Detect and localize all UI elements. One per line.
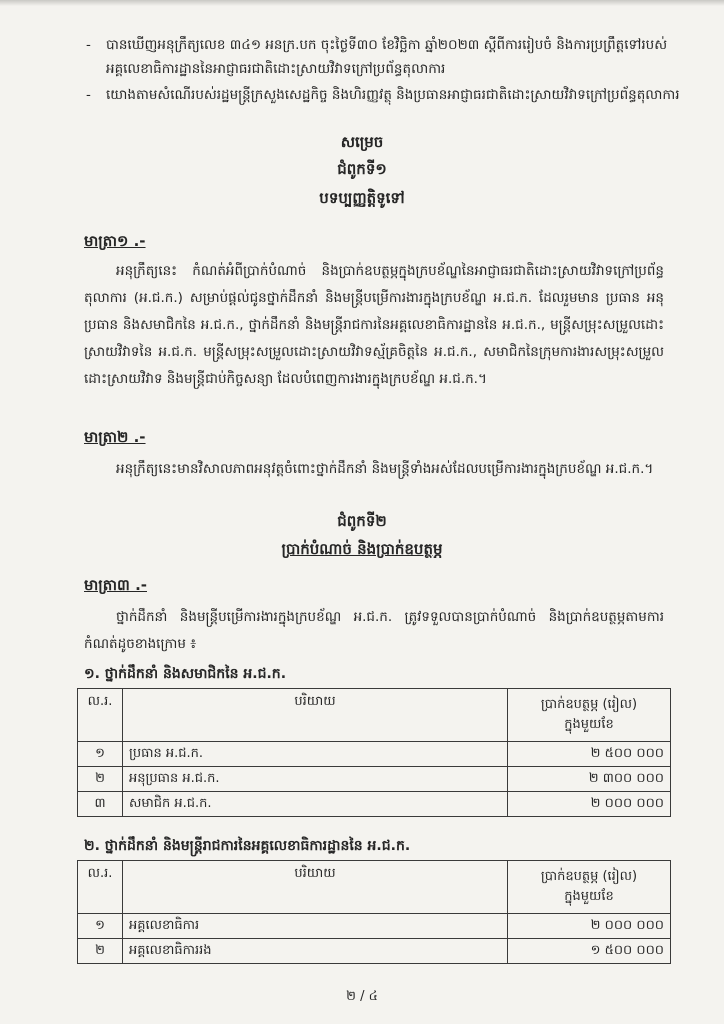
header-no: ល.រ.	[78, 689, 123, 742]
preamble-list	[84, 33, 684, 109]
cell-desc: អគ្គលេខាធិការ	[123, 914, 508, 939]
preamble-item: - យោងតាមសំណើរបស់រដ្ឋមន្ត្រីក្រសួងសេដ្ឋកិច្ច និងហិរញ្ញវត្ថុ និងប្រធានអាជ្ញាធរជាតិដោះស្រាយវិវាទក្រៅប្រព័ន្ធតុលាការ	[84, 83, 684, 107]
cell-desc: អគ្គលេខាធិការរង	[123, 939, 508, 964]
header-amount-line2: ក្នុងមួយខែ	[564, 889, 614, 904]
header-no: ល.រ.	[78, 861, 123, 914]
table-row	[78, 742, 671, 767]
cell-amount: ១ ៥០០ ០០០	[508, 939, 671, 964]
table-row	[78, 939, 671, 964]
cell-no: ១	[78, 742, 123, 767]
header-amount-line1: ប្រាក់ឧបត្ថម្ភ (រៀល)	[540, 869, 638, 884]
cell-amount: ២ ០០០ ០០០	[508, 914, 671, 939]
header-amount-line2: ក្នុងមួយខែ	[564, 717, 614, 732]
section2-heading: ២. ថ្នាក់ដឹកនាំ និងមន្ត្រីរាជការនៃអគ្គលេខាធិការដ្ឋាននៃ អ.ជ.ក.	[84, 838, 411, 854]
chapter1-number: ជំពូកទី១	[337, 160, 387, 178]
cell-no: ២	[78, 767, 123, 792]
page-top-edge	[0, 0, 724, 6]
article1-title: មាត្រា១ .-	[84, 232, 146, 250]
cell-amount: ២ ៥០០ ០០០	[508, 742, 671, 767]
article2-title: មាត្រា២ .-	[84, 428, 146, 446]
article3-title: មាត្រា៣ .-	[84, 576, 147, 594]
header-amount	[508, 689, 671, 742]
cell-desc: សមាជិក អ.ជ.ក.	[123, 792, 508, 817]
chapter2-title: ប្រាក់បំណាច់ និងប្រាក់ឧបត្ថម្ភ	[281, 540, 443, 558]
cell-desc: អនុប្រធាន អ.ជ.ក.	[123, 767, 508, 792]
section2-table	[77, 860, 671, 964]
section1-table	[77, 688, 671, 817]
cell-no: ២	[78, 939, 123, 964]
article1-text: អនុក្រឹត្យនេះ កំណត់អំពីប្រាក់បំណាច់ និងប្រាក់ឧបត្ថម្ភក្នុងក្របខ័ណ្ឌនៃអាជ្ញាធរជាតិដោះស្រាយវិវាទក្រៅប្រព័ន្ធតុលាការ (អ.ជ.ក.) សម្រាប់ផ្ដល់ជូនថ្នាក់ដឹកនាំ និងមន្ត្រីបម្រើការងារក្នុងក្របខ័ណ្ឌ អ.ជ.ក. ដែលរួមមាន ប្រធាន អនុប្រធាន និងសមាជិកនៃ អ.ជ.ក., ថ្នាក់ដឹកនាំ និងមន្ត្រីរាជការនៃអគ្គលេខាធិការដ្ឋាននៃ អ.ជ.ក., មន្ត្រីសម្រុះសម្រួលដោះស្រាយវិវាទនៃ អ.ជ.ក. មន្ត្រីសម្រុះសម្រួលដោះស្រាយវិវាទស្ម័គ្រចិត្តនៃ អ.ជ.ក., សមាជិកនៃក្រុមការងារសម្រុះសម្រួលដោះស្រាយវិវាទ និងមន្ត្រីជាប់កិច្ចសន្យា ដែលបំពេញការងារក្នុងក្របខ័ណ្ឌ អ.ជ.ក.។	[84, 263, 664, 387]
article2-text: អនុក្រឹត្យនេះមានវិសាលភាពអនុវត្តចំពោះថ្នាក់ដឹកនាំ និងមន្ត្រីទាំងអស់ដែលបម្រើការងារក្នុងក្របខ័ណ្ឌ អ.ជ.ក.។	[116, 461, 654, 477]
page-number: ២ / ៤	[346, 989, 378, 1004]
cell-no: ១	[78, 914, 123, 939]
header-desc: បរិយាយ	[123, 689, 508, 742]
table-row	[78, 914, 671, 939]
cell-no: ៣	[78, 792, 123, 817]
header-amount-line1: ប្រាក់ឧបត្ថម្ភ (រៀល)	[540, 697, 638, 712]
table-header-row	[78, 861, 671, 914]
table-header-row	[78, 689, 671, 742]
section1-heading: ១. ថ្នាក់ដឹកនាំ និងសមាជិកនៃ អ.ជ.ក.	[84, 666, 287, 682]
cell-amount: ២ ០០០ ០០០	[508, 792, 671, 817]
article3-text: ថ្នាក់ដឹកនាំ និងមន្ត្រីបម្រើការងារក្នុងក្របខ័ណ្ឌ អ.ជ.ក. ត្រូវទទួលបានប្រាក់បំណាច់ និងប្រាក់ឧបត្ថម្ភតាមការកំណត់ដូចខាងក្រោម ៖	[84, 609, 664, 652]
header-amount	[508, 861, 671, 914]
table-row	[78, 767, 671, 792]
chapter2-number: ជំពូកទី២	[337, 512, 387, 530]
table-row	[78, 792, 671, 817]
header-desc: បរិយាយ	[123, 861, 508, 914]
cell-desc: ប្រធាន អ.ជ.ក.	[123, 742, 508, 767]
chapter1-title: បទប្បញ្ញត្តិទូទៅ	[319, 189, 405, 207]
decision-title: សម្រេច	[340, 133, 384, 151]
preamble-item: - បានឃើញអនុក្រឹត្យលេខ ៣៤១ អនក្រ.បក ចុះថ្ងៃទី៣០ ខែវិច្ឆិកា ឆ្នាំ២០២៣ ស្ដីពីការរៀបចំ និងការប្រព្រឹត្តទៅរបស់អគ្គលេខាធិការដ្ឋាននៃអាជ្ញាធរជាតិដោះស្រាយវិវាទក្រៅប្រព័ន្ធតុលាការ	[84, 33, 684, 81]
cell-amount: ២ ៣០០ ០០០	[508, 767, 671, 792]
